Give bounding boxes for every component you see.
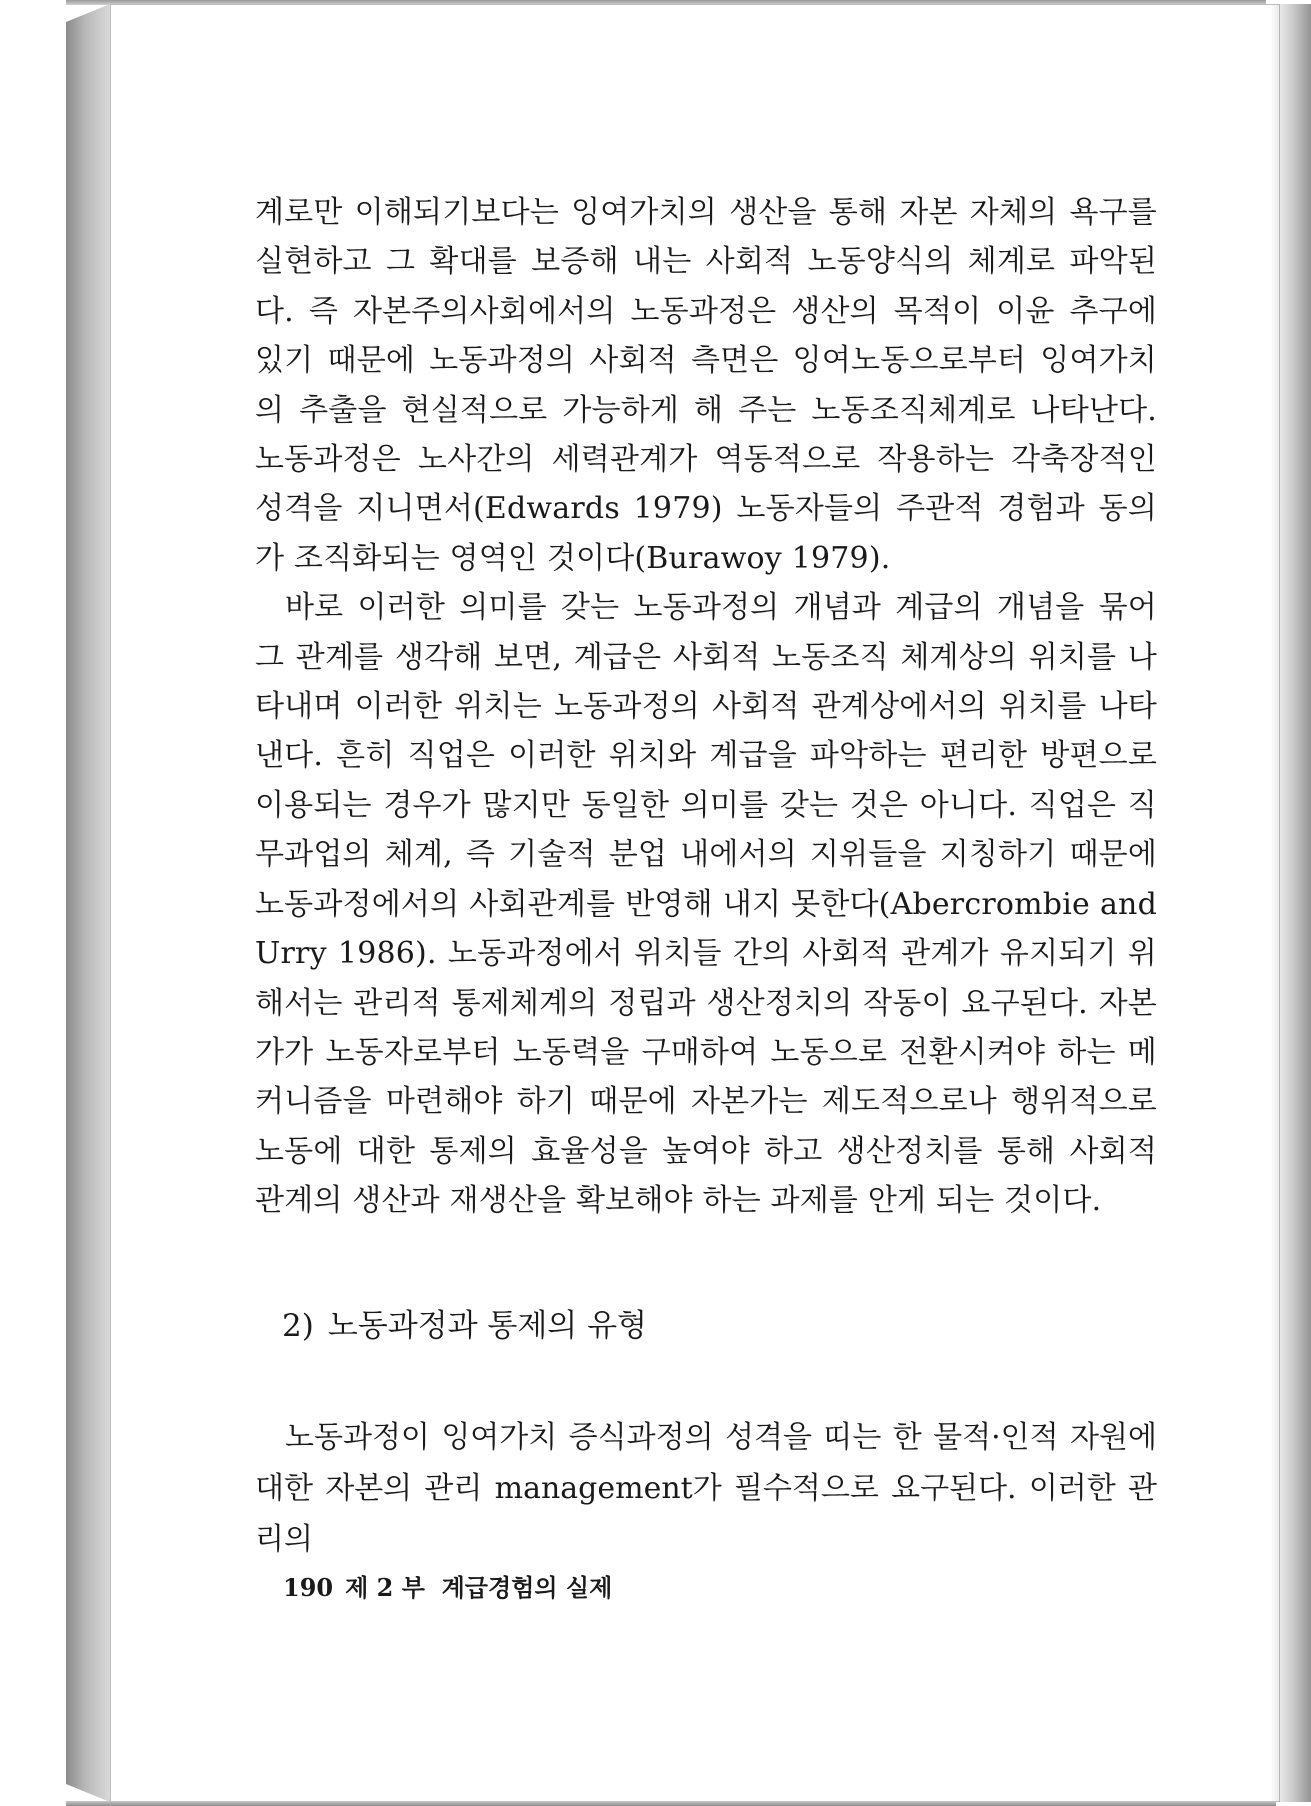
section-heading [282, 1306, 647, 1346]
book-spine [66, 4, 110, 1802]
book-bottom-edge [66, 1801, 1276, 1806]
page-footer [283, 1572, 612, 1604]
page-number: 190 [283, 1573, 334, 1602]
paragraph-2: 바로 이러한 의미를 갖는 노동과정의 개념과 계급의 개념을 묶어 그 관계를 생각해 보면, 계급은 사회적 노동조직 체계상의 위치를 나타내며 이러한 위치는 노동과정의 사회적 관계상에서의 위치를 나타낸다. 흔히 직업은 이러한 위치와 계급을 파악하는 편리한 방편으로 이용되는 경우가 많지만 동일한 의미를 갖는 것은 아니다. 직업은 직무과업의 체계, 즉 기술적 분업 내에서의 지위들을 지칭하기 때문에 노동과정에서의 사회관계를 반영해 내지 못한다(Abercrombie and Urry 1986). 노동과정에서 위치들 간의 사회적 관계가 유지되기 위해서는 관리적 통제체계의 정립과 생산정치의 작동이 요구된다. 자본가가 노동자로부터 노동력을 구매하여 노동으로 전환시켜야 하는 메커니즘을 마련해야 하기 때문에 자본가는 제도적으로나 행위적으로 노동에 대한 통제의 효율성을 높여야 하고 생산정치를 통해 사회적 관계의 생산과 재생산을 확보해야 하는 과제를 안게 되는 것이다. [255, 590, 1157, 1219]
page-edge-shadow [1270, 4, 1311, 1802]
section-title: 노동과정과 통제의 유형 [327, 1308, 647, 1344]
body-text-continued [255, 1412, 1157, 1565]
body-text [255, 188, 1157, 1226]
footer-part: 제 2 부 [345, 1573, 425, 1602]
section-number: 2) [282, 1308, 314, 1344]
paragraph-1: 계로만 이해되기보다는 잉여가치의 생산을 통해 자본 자체의 욕구를 실현하고 그 확대를 보증해 내는 사회적 노동양식의 체계로 파악된다. 즉 자본주의사회에서의 노동과정은 생산의 목적이 이윤 추구에 있기 때문에 노동과정의 사회적 측면은 잉여노동으로부터 잉여가치의 추출을 현실적으로 가능하게 해 주는 노동조직체계로 나타난다. 노동과정은 노사간의 세력관계가 역동적으로 작용하는 각축장적인 성격을 지니면서(Edwards 1979) 노동자들의 주관적 경험과 동의가 조직화되는 영역인 것이다(Burawoy 1979). [255, 195, 1157, 576]
footer-part-title: 계급경험의 실제 [441, 1573, 613, 1602]
paragraph-3: 노동과정이 잉여가치 증식과정의 성격을 띠는 한 물적·인적 자원에 대한 자본의 관리 management가 필수적으로 요구된다. 이러한 관리의 [255, 1420, 1157, 1557]
